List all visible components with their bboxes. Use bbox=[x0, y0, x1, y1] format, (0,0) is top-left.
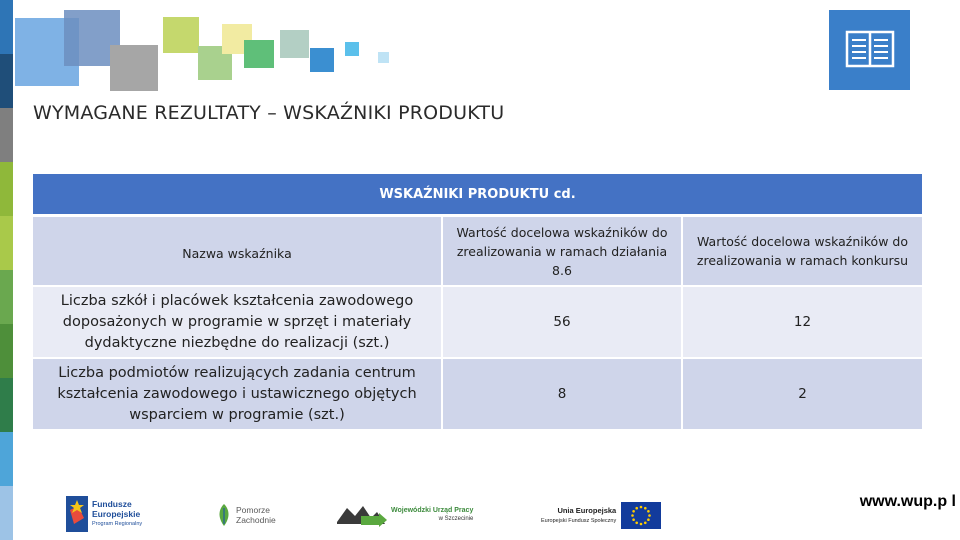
book-icon bbox=[845, 29, 895, 71]
eu-logo bbox=[541, 502, 661, 529]
table-row bbox=[33, 359, 922, 431]
row-indicator-name: Liczba podmiotów realizujących zadania centrum kształcenia zawodowego i ustawicznego objętych wsparciem w programie (szt.) bbox=[33, 359, 443, 431]
wup-line2: w Szczecinie bbox=[438, 516, 474, 522]
eu-line1: Unia Europejska bbox=[557, 505, 617, 515]
table-banner: WSKAŹNIKI PRODUKTU cd. bbox=[33, 174, 922, 214]
header-name: Nazwa wskaźnika bbox=[33, 217, 443, 287]
slide-title: WYMAGANE REZULTATY – WSKAŹNIKI PRODUKTU bbox=[33, 102, 505, 124]
fe-star-icon bbox=[66, 496, 88, 532]
eu-line2: Europejski Fundusz Społeczny bbox=[541, 517, 617, 524]
fe-logo-line2: Europejskie bbox=[92, 509, 141, 519]
indicators-table bbox=[33, 174, 922, 431]
pomorze-line1: Pomorze bbox=[236, 505, 271, 515]
pomorze-leaf-icon bbox=[216, 502, 232, 528]
book-icon-box bbox=[829, 10, 910, 90]
fe-logo-line3: Program Regionalny bbox=[92, 521, 143, 527]
table-row bbox=[33, 287, 922, 359]
header-target-contest: Wartość docelowa wskaźników do zrealizowania w ramach konkursu bbox=[683, 217, 922, 287]
wup-line1: Wojewódzki Urząd Pracy bbox=[391, 507, 474, 514]
header-target-measure: Wartość docelowa wskaźników do zrealizowania w ramach działania 8.6 bbox=[443, 217, 683, 287]
row-measure-value: 8 bbox=[443, 359, 683, 431]
eu-flag-icon bbox=[621, 502, 661, 529]
fe-logo bbox=[66, 496, 142, 532]
row-contest-value: 2 bbox=[683, 359, 922, 431]
table-header-row bbox=[33, 217, 922, 287]
left-color-strip bbox=[0, 0, 13, 540]
row-measure-value: 56 bbox=[443, 287, 683, 359]
row-contest-value: 12 bbox=[683, 287, 922, 359]
pomorze-logo bbox=[216, 502, 276, 528]
wup-emblem-icon bbox=[337, 502, 387, 528]
row-indicator-name: Liczba szkół i placówek kształcenia zawodowego doposażonych w programie w sprzęt i materiały dydaktyczne niezbędne do realizacji (szt.) bbox=[33, 287, 443, 359]
fe-logo-line1: Fundusze bbox=[92, 499, 132, 509]
footer-logos bbox=[0, 490, 960, 540]
website-url[interactable]: www.wup.p l bbox=[845, 492, 960, 530]
pomorze-line2: Zachodnie bbox=[236, 515, 276, 525]
wup-logo bbox=[337, 502, 473, 528]
